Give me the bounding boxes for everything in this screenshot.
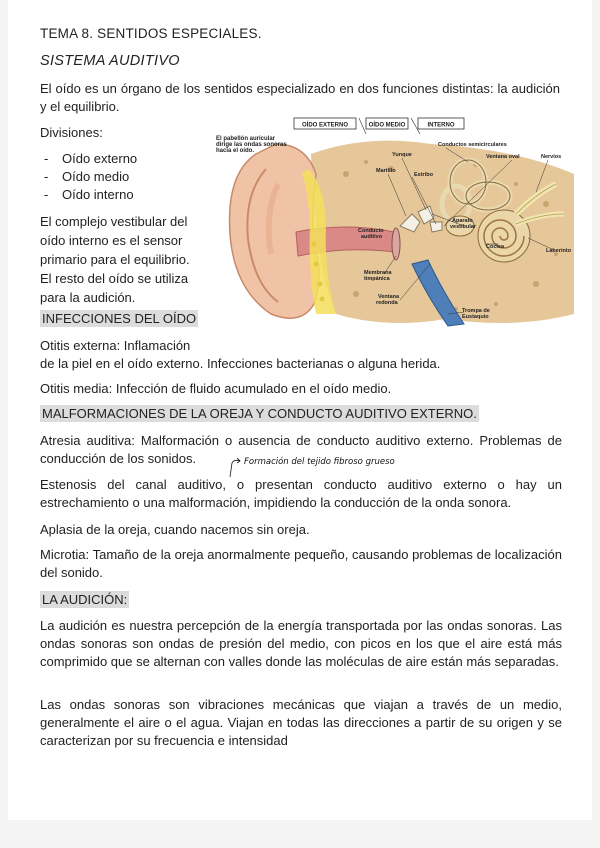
atresia-paragraph: Atresia auditiva: Malformación o ausencia de conducto auditivo externo. Problemas de conducción de los sonidos.	[40, 433, 562, 466]
label-ventana-oval: Ventana oval	[486, 154, 520, 160]
otitis-media: Otitis media: Infección de fluido acumulado en el oído medio.	[40, 381, 392, 396]
text-line: oído interno es el sensor	[40, 233, 183, 248]
text-line: El complejo vestibular del	[40, 214, 188, 229]
label-coclea: Cóclea	[486, 244, 505, 250]
aplasia-paragraph: Aplasia de la oreja, cuando nacemos sin oreja.	[40, 522, 310, 537]
eardrum	[392, 228, 400, 260]
estenosis-paragraph: Estenosis del canal auditivo, o presentan conducto auditivo externo o hay un estrechamiento o una malformación, impidiendo la conducción de la onda sonora.	[40, 477, 562, 510]
pinna-label: hacia el oído.	[216, 148, 255, 154]
label-yunque: Yunque	[392, 152, 412, 158]
region-inner-label: INTERNO	[427, 122, 455, 129]
label-conducto: auditivo	[361, 234, 383, 240]
label-nervios: Nervios	[541, 154, 562, 160]
label-estribo: Estribo	[414, 172, 433, 178]
list-item: - Oído externo	[40, 150, 137, 168]
heading-text: MALFORMACIONES DE LA OREJA Y CONDUCTO AUDITIVO EXTERNO.	[42, 406, 477, 421]
label-conducto: Conducto	[358, 228, 384, 234]
microtia-paragraph: Microtia: Tamaño de la oreja anormalmente pequeño, causando problemas de localización del sonido.	[40, 547, 562, 580]
section-heading-infecciones	[40, 310, 198, 328]
label-laberinto: Laberinto	[546, 248, 572, 254]
label-membrana: Membrana	[364, 270, 392, 276]
document-page	[8, 0, 592, 820]
intro-paragraph: El oído es un órgano de los sentidos especializado en dos funciones distintas: la audición y el equilibrio.	[40, 81, 560, 114]
pinna-label: dirige las ondas sonoras	[216, 142, 287, 148]
section-heading-malformaciones	[40, 405, 479, 423]
label-trompa: Eustaquio	[462, 314, 489, 320]
page-title: TEMA 8. SENTIDOS ESPECIALES.	[40, 26, 262, 41]
text-line: para la audición.	[40, 290, 136, 305]
list-item: - Oído interno	[40, 186, 137, 204]
ear-anatomy-figure	[216, 114, 574, 332]
heading-text: INFECCIONES DEL OÍDO	[42, 311, 197, 326]
list-item: - Oído medio	[40, 168, 137, 186]
section-subtitle: SISTEMA AUDITIVO	[40, 53, 180, 69]
text-line: primario para el equilibrio.	[40, 252, 190, 267]
pinna-label: El pabellón auricular	[216, 136, 276, 142]
label-membrana: timpánica	[364, 276, 390, 282]
otitis-externa-line2: de la piel en el oído externo. Infecciones bacterianas o alguna herida.	[40, 356, 441, 371]
label-aparato: vestibular	[450, 224, 476, 230]
label-trompa: Trompa de	[462, 308, 490, 314]
divisions-list	[40, 150, 137, 204]
handwritten-note: Formación del tejido fibroso grueso	[244, 457, 395, 467]
region-outer-label: OÍDO EXTERNO	[301, 122, 349, 129]
section-heading-audicion	[40, 591, 129, 609]
label-conductos: Conductos semicirculares	[438, 142, 507, 148]
cochlea	[478, 210, 530, 262]
label-ventana-redonda: redonda	[376, 300, 398, 306]
divisions-label: Divisiones:	[40, 125, 103, 140]
heading-text: LA AUDICIÓN:	[42, 592, 128, 607]
region-middle-label: OÍDO MEDIO	[368, 122, 406, 129]
text-line: El resto del oído se utiliza	[40, 271, 189, 286]
label-martillo: Martillo	[376, 168, 396, 174]
vestibular-paragraph	[40, 212, 210, 307]
audicion-paragraph-1: La audición es nuestra percepción de la energía transportada por las ondas sonoras. Las ondas sonoras son ondas de presión del medio, con picos en los que el aire está más comprimido que se alternan con valles donde las moléculas de aire están más separadas.	[40, 618, 562, 669]
label-ventana-redonda: Ventana	[378, 294, 400, 300]
audicion-paragraph-2: Las ondas sonoras son vibraciones mecánicas que viajan a través de un medio, generalmente el aire o el agua. Viajan en todas las direcciones a partir de su origen y se caracterizan por su frecuencia e intensidad	[40, 697, 562, 748]
otitis-externa-line1: Otitis externa: Inflamación	[40, 338, 191, 353]
label-aparato: Aparato	[452, 218, 473, 224]
